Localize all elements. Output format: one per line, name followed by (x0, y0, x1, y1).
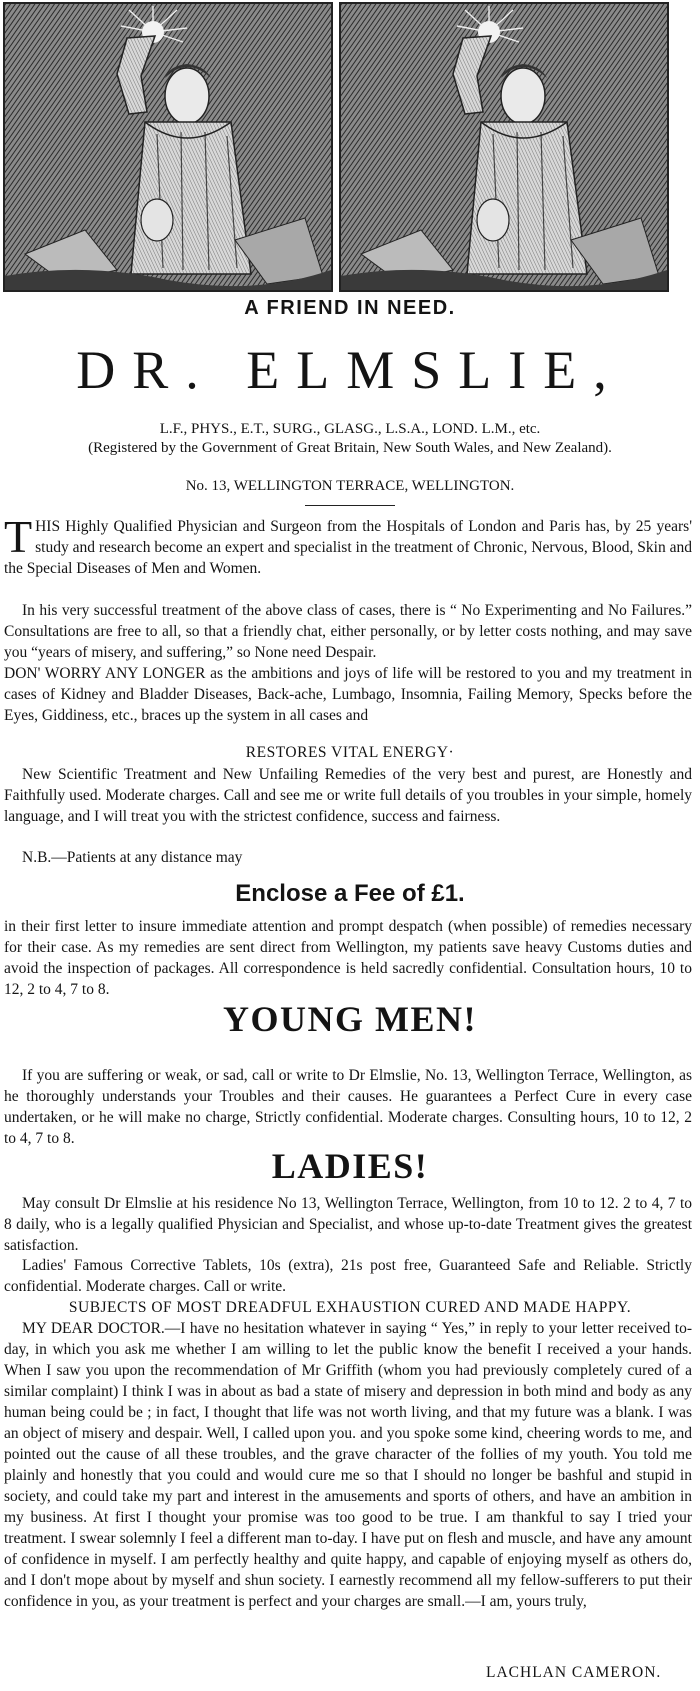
section-divider (305, 505, 395, 506)
goddess-figure-image (341, 4, 667, 290)
intro-paragraph (4, 511, 692, 579)
allegorical-figure-illustration-left (3, 2, 333, 292)
intro-text: HIS Highly Qualified Physician and Surgeon from the Hospitals of London and Paris has, by 25 years' study and research become an expert and specialist in the treatment of Chronic, Nervous, Blood, Skin and the Special Diseases of Men and Women. (4, 518, 692, 577)
young-men-paragraph: If you are suffering or weak, or sad, call or write to Dr Elmslie, No. 13, Wellington Terrace, Wellington, as he thoroughly understands your Troubles and their causes. He guarantees a Perfect Cure in every case undertaken, or he will make no charge, Strictly confidential. Moderate charges. Consulting hours, 10 to 12, 2 to 4, 7 to 8. (4, 1067, 692, 1147)
nb-note: N.B.—Patients at any distance may (22, 849, 243, 866)
worry-paragraph: DON' WORRY ANY LONGER as the ambitions and joys of life will be restored to you and my treatment in cases of Kidney and Bladder Diseases, Back-ache, Lumbago, Insomnia, Failing Memory, Specks before the Eyes, Giddiness, etc., braces up the system in all cases and (4, 665, 692, 724)
fee-paragraph: in their first letter to insure immediate attention and prompt despatch (when possible) of remedies necessary for their case. As my remedies are sent direct from Wellington, my patients save heavy Customs duties and avoid the inspection of packages. All correspondence is held sacredly confidential. Consultation hours, 10 to 12, 2 to 4, 7 to 8. (4, 918, 692, 998)
restores-energy-line: RESTORES VITAL ENERGY· (245, 744, 455, 761)
young-men-heading: YOUNG MEN! (223, 999, 477, 1039)
illustration-row (0, 0, 700, 292)
ladies-paragraph: May consult Dr Elmslie at his residence No 13, Wellington Terrace, Wellington, from 10 to 12. 2 to 4, 7 to 8 daily, who is a legally qualified Physician and Specialist, and whose up-to-date Treatment gives the greatest satisfaction. (4, 1195, 692, 1254)
goddess-figure-image (5, 4, 331, 290)
success-paragraph: In his very successful treatment of the above class of cases, there is “ No Experimenting and No Failures.” Consultations are free to all, so that a friendly chat, either personally, or by letter costs nothing, and may save you “years of misery, and suffering,” so None need Despair. (4, 602, 692, 661)
doctor-name-heading: DR. ELMSLIE, (76, 340, 624, 400)
tablets-paragraph: Ladies' Famous Corrective Tablets, 10s (extra), 21s post free, Guaranteed Safe and Reliable. Strictly confidential. Moderate charges. Call or write. (4, 1257, 692, 1295)
credentials-line: L.F., PHYS., E.T., SURG., GLASG., L.S.A., LOND. L.M., etc. (159, 421, 541, 437)
allegorical-figure-illustration-right (339, 2, 669, 292)
testimonial-signature: LACHLAN CAMERON. (486, 1664, 662, 1681)
scientific-treatment-paragraph: New Scientific Treatment and New Unfailing Remedies of the very best and purest, are Honestly and Faithfully used. Moderate charges. Call and see me or write full details of you troubles in your simple, homely language, and I will treat you with the strictest confidence, success and fairness. (4, 766, 692, 825)
registration-line: (Registered by the Government of Great Britain, New South Wales, and New Zealand). (88, 440, 612, 456)
drop-cap: T (4, 511, 33, 562)
exhaustion-subjects-line: SUBJECTS OF MOST DREADFUL EXHAUSTION CURED AND MADE HAPPY. (68, 1299, 632, 1316)
tagline-heading: A FRIEND IN NEED. (244, 297, 456, 319)
address-line: No. 13, WELLINGTON TERRACE, WELLINGTON. (185, 478, 515, 494)
fee-heading: Enclose a Fee of £1. (235, 880, 465, 907)
testimonial-letter: MY DEAR DOCTOR.—I have no hesitation whatever in saying “ Yes,” in reply to your letter received to-day, in which you ask me whether I am willing to let the public know the benefit I received a your hands. When I saw you upon the recommendation of Mr Griffith (whom you had previously completely cured of a similar complaint) I think I was in about as bad a state of misery and depression in both mind and body as any human being could be ; in fact, I thought that life was not worth living, and that my future was a blank. I was an object of misery and despair. Well, I called upon you. and you spoke some kind, cheering words to me, and pointed out the cause of all these troubles, and the grave character of the follies of my youth. You told me plainly and honestly that you could and would cure me so that I should no longer be bashful and stupid in society, and could take my part and interest in the amusements and sports of others, and have an ambition in my business. At first I thought your promise was too good to be true. I am thankful to say I tried your treatment. I swear solemnly I feel a different man to-day. I have put on flesh and muscle, and have any amount of confidence in myself. I am perfectly healthy and quite happy, and capable of enjoying myself as others do, and I don't mope about by myself and shun society. I earnestly recommend all my fellow-sufferers to put their confidence in you, as your treatment is perfect and your charges are small.—I am, yours truly, (4, 1320, 692, 1610)
ladies-heading: LADIES! (271, 1146, 429, 1186)
